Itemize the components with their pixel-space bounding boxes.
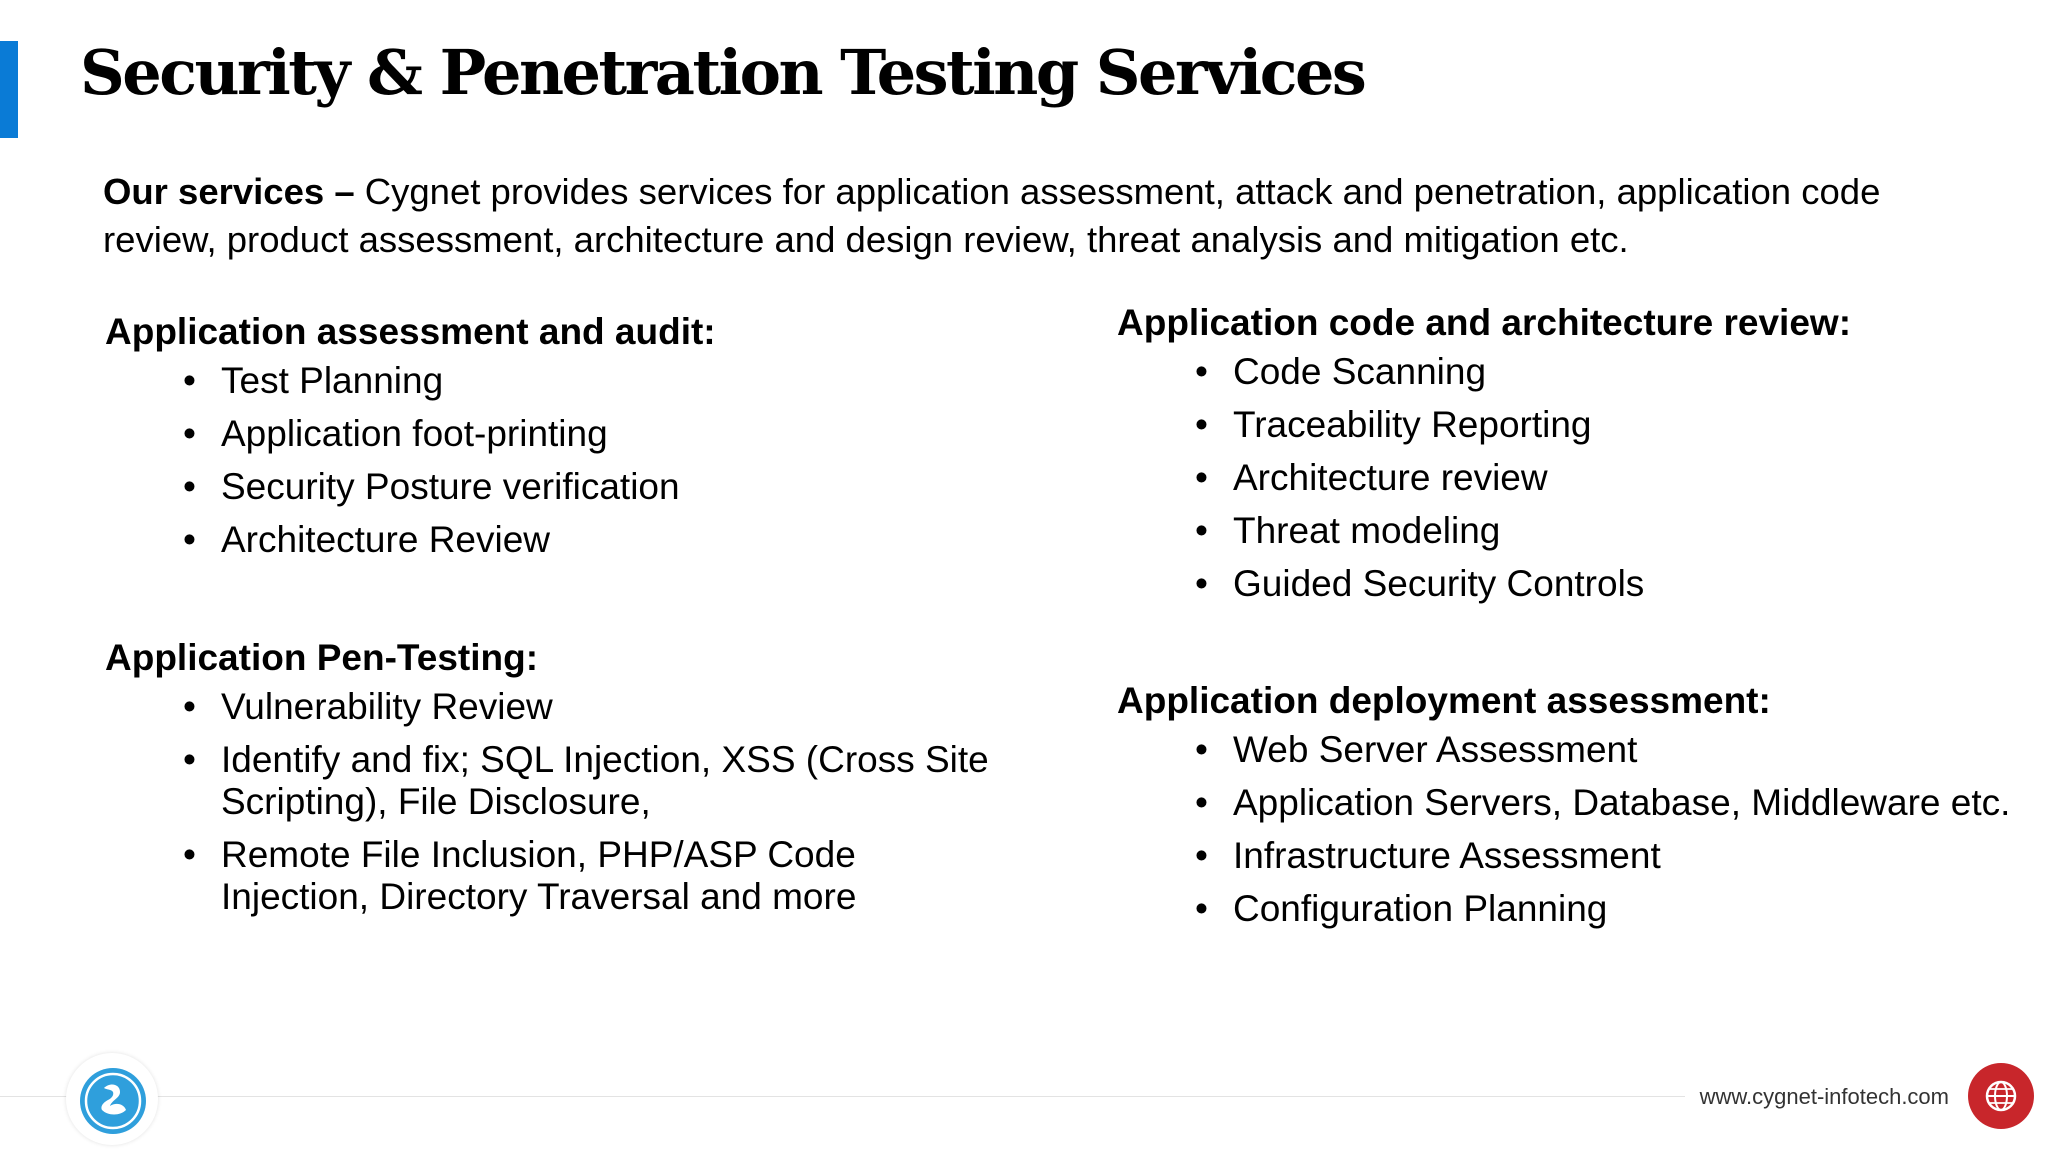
- list-item: [1117, 782, 2010, 824]
- bullet-icon: •: [183, 519, 196, 560]
- section-pen-testing: [105, 634, 989, 929]
- list-item-text: Traceability Reporting: [1233, 404, 1592, 445]
- intro-text: Cygnet provides services for application assessment, attack and penetration, application code review, product assessment, architecture and design review, threat analysis and mitigation etc.: [103, 171, 1881, 260]
- bullet-icon: •: [183, 466, 196, 507]
- globe-graphic: [1968, 1063, 2034, 1129]
- list-item: [105, 413, 716, 455]
- list-item: [105, 739, 989, 823]
- list-item: [105, 360, 716, 402]
- list-item: [1117, 351, 1851, 393]
- list-item: [105, 834, 989, 918]
- list-item: [1117, 563, 1851, 605]
- list-item-text: Code Scanning: [1233, 351, 1487, 392]
- bullet-icon: •: [1195, 351, 1208, 392]
- list-item-text: Application foot-printing: [221, 413, 608, 454]
- section-code-architecture-review: [1117, 299, 1851, 616]
- bullet-icon: •: [183, 413, 196, 454]
- list-item-text: Configuration Planning: [1233, 888, 1608, 929]
- list-item-text: Remote File Inclusion, PHP/ASP Code Injection, Directory Traversal and more: [221, 834, 857, 917]
- list-item-text: Architecture Review: [221, 519, 551, 560]
- page-title: Security & Penetration Testing Services: [80, 36, 1365, 109]
- list-item-text: Threat modeling: [1233, 510, 1501, 551]
- bullet-list: [1117, 351, 1851, 605]
- section-heading: Application Pen-Testing:: [105, 637, 539, 678]
- bullet-list: [105, 686, 989, 918]
- list-item-text: Infrastructure Assessment: [1233, 835, 1661, 876]
- footer-divider: [0, 1096, 1685, 1097]
- section-deployment-assessment: [1117, 677, 2010, 941]
- bullet-icon: •: [183, 739, 196, 780]
- bullet-icon: •: [1195, 404, 1208, 445]
- list-item-text: Architecture review: [1233, 457, 1548, 498]
- bullet-list: [105, 360, 716, 561]
- bullet-icon: •: [1195, 729, 1208, 770]
- list-item: [1117, 835, 2010, 877]
- list-item-text: Identify and fix; SQL Injection, XSS (Cross Site Scripting), File Disclosure,: [221, 739, 989, 822]
- list-item: [105, 466, 716, 508]
- bullet-icon: •: [1195, 510, 1208, 551]
- bullet-icon: •: [1195, 457, 1208, 498]
- bullet-icon: •: [183, 360, 196, 401]
- intro-lead: Our services –: [103, 171, 355, 212]
- list-item: [1117, 404, 1851, 446]
- section-assessment-audit: [105, 308, 716, 572]
- bullet-icon: •: [183, 686, 196, 727]
- bullet-icon: •: [1195, 888, 1208, 929]
- list-item: [1117, 888, 2010, 930]
- list-item: [105, 519, 716, 561]
- list-item: [1117, 457, 1851, 499]
- list-item-text: Application Servers, Database, Middleware etc.: [1233, 782, 2011, 823]
- swan-logo-graphic: [80, 1068, 146, 1134]
- swan-icon: [80, 1068, 146, 1134]
- globe-icon: [1968, 1063, 2034, 1129]
- bullet-list: [1117, 729, 2010, 930]
- section-heading: Application code and architecture review:: [1117, 302, 1852, 343]
- title-accent-bar: [0, 41, 18, 138]
- list-item: [1117, 729, 2010, 771]
- intro-paragraph: [103, 168, 1983, 264]
- list-item-text: Vulnerability Review: [221, 686, 553, 727]
- list-item: [105, 686, 989, 728]
- list-item-text: Guided Security Controls: [1233, 563, 1645, 604]
- list-item-text: Test Planning: [221, 360, 444, 401]
- bullet-icon: •: [183, 834, 196, 875]
- footer-website: www.cygnet-infotech.com: [1699, 1084, 1949, 1109]
- section-heading: Application assessment and audit:: [105, 311, 716, 352]
- list-item-text: Web Server Assessment: [1233, 729, 1638, 770]
- list-item-text: Security Posture verification: [221, 466, 680, 507]
- bullet-icon: •: [1195, 563, 1208, 604]
- list-item: [1117, 510, 1851, 552]
- bullet-icon: •: [1195, 782, 1208, 823]
- section-heading: Application deployment assessment:: [1117, 680, 1771, 721]
- bullet-icon: •: [1195, 835, 1208, 876]
